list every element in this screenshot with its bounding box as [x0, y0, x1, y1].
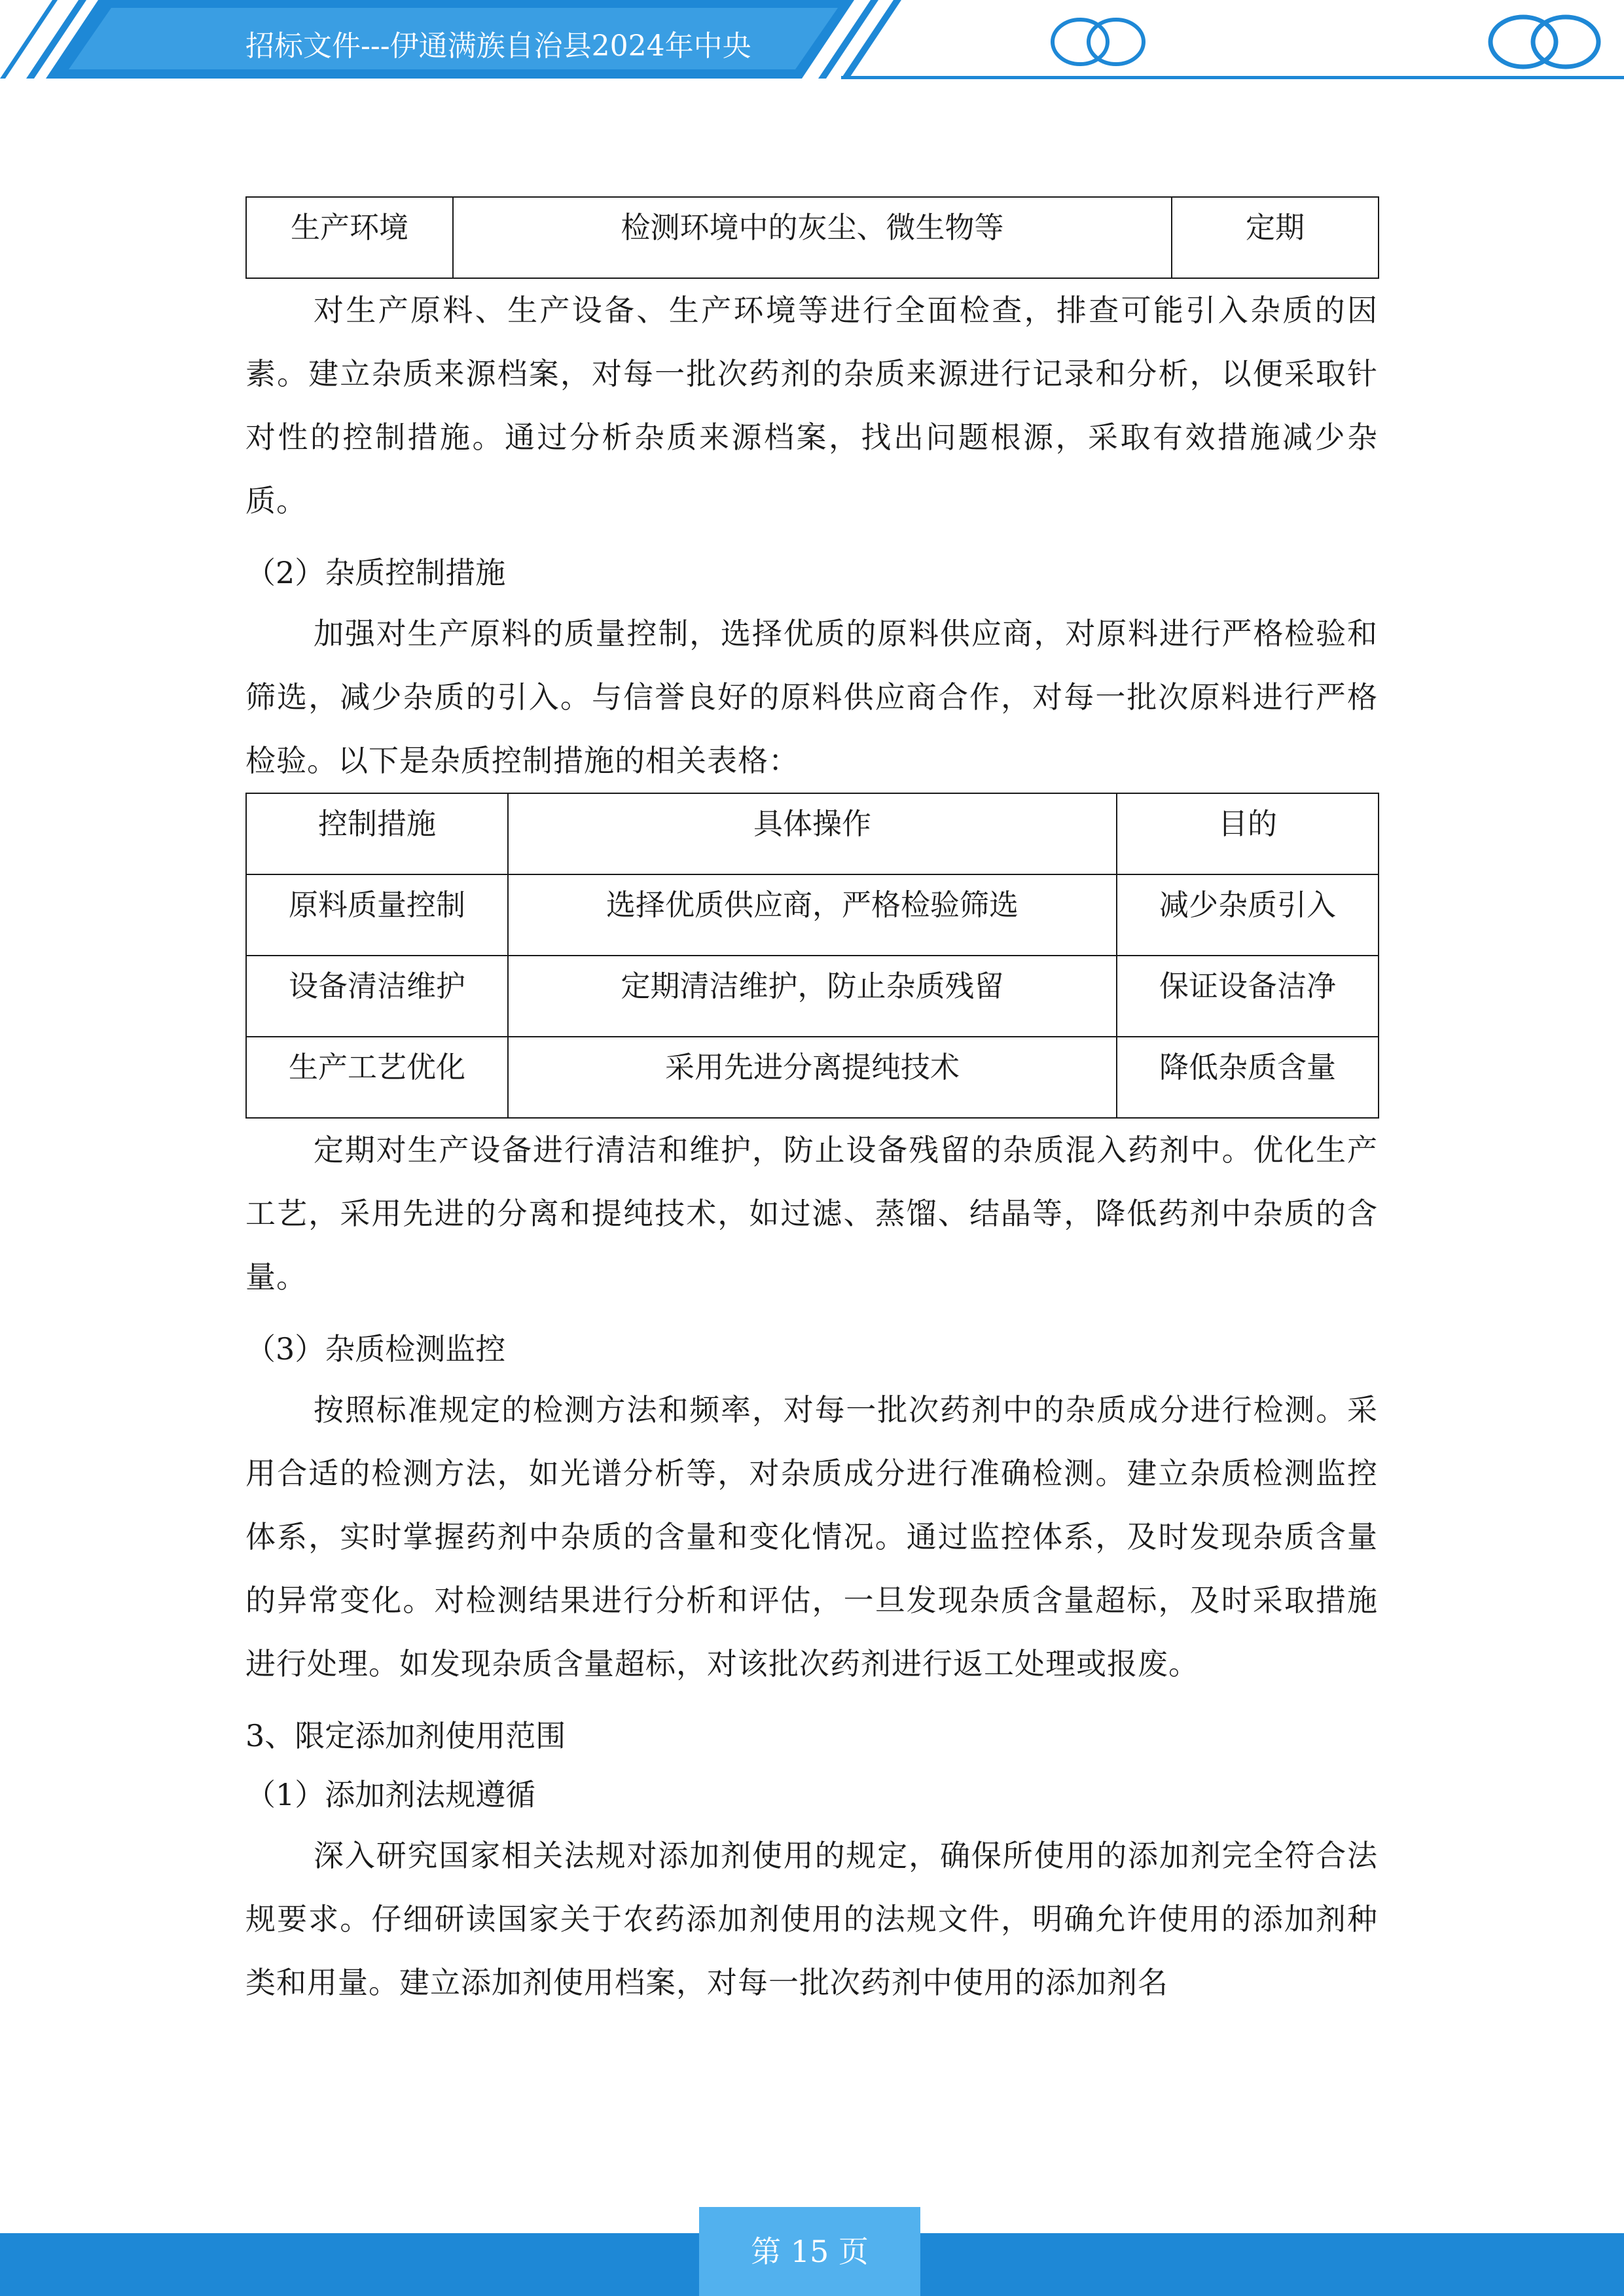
section-heading: （3）杂质检测监控	[245, 1331, 506, 1367]
section-heading: 3、限定添加剂使用范围	[245, 1718, 566, 1753]
table-cell: 生产环境	[246, 197, 453, 278]
document-title: 招标文件---伊通满族自治县2024年中央	[245, 29, 751, 63]
table-row	[246, 956, 1379, 1037]
table-cell: 检测环境中的灰尘、微生物等	[453, 197, 1172, 278]
table-header-cell: 具体操作	[508, 793, 1117, 874]
table-cell: 减少杂质引入	[1117, 874, 1379, 956]
header-stripe	[0, 0, 58, 79]
table-header-cell: 目的	[1117, 793, 1379, 874]
table-row	[246, 1037, 1379, 1118]
paragraph: 深入研究国家相关法规对添加剂使用的规定，确保所使用的添加剂完全符合法规要求。仔细研读国家关于农药添加剂使用的法规文件，明确允许使用的添加剂种类和用量。建立添加剂使用档案，对每一批次药剂中使用的添加剂名	[245, 1838, 1378, 2000]
table-cell: 原料质量控制	[246, 874, 508, 956]
header-rule	[841, 76, 1624, 79]
header-ring-logo-right	[1490, 17, 1598, 67]
table-header-cell: 控制措施	[246, 793, 508, 874]
paragraph: 加强对生产原料的质量控制，选择优质的原料供应商，对原料进行严格检验和筛选，减少杂质的引入。与信誉良好的原料供应商合作，对每一批次原料进行严格检验。以下是杂质控制措施的相关表格：	[245, 616, 1378, 778]
table-cell: 降低杂质含量	[1117, 1037, 1379, 1118]
table-header-row	[246, 793, 1379, 874]
section-heading: （2）杂质控制措施	[245, 555, 506, 590]
table-cell: 设备清洁维护	[246, 956, 508, 1037]
table-cell: 保证设备洁净	[1117, 956, 1379, 1037]
table-row	[246, 197, 1379, 278]
subsection-heading: （1）添加剂法规遵循	[245, 1777, 536, 1812]
header-ring-logo-middle	[1053, 20, 1144, 64]
table-row	[246, 874, 1379, 956]
table-cell: 定期清洁维护，防止杂质残留	[508, 956, 1117, 1037]
page-header	[0, 0, 1624, 85]
table-cell: 选择优质供应商，严格检验筛选	[508, 874, 1117, 956]
document-body	[245, 196, 1378, 2015]
table-cell: 采用先进分离提纯技术	[508, 1037, 1117, 1118]
table-cell: 生产工艺优化	[246, 1037, 508, 1118]
environment-table	[245, 196, 1379, 279]
paragraph: 定期对生产设备进行清洁和维护，防止设备残留的杂质混入药剂中。优化生产工艺，采用先进的分离和提纯技术，如过滤、蒸馏、结晶等，降低药剂中杂质的含量。	[245, 1132, 1378, 1295]
paragraph: 对生产原料、生产设备、生产环境等进行全面检查，排查可能引入杂质的因素。建立杂质来源档案，对每一批次药剂的杂质来源进行记录和分析，以便采取针对性的控制措施。通过分析杂质来源档案，找出问题根源，采取有效措施减少杂质。	[245, 293, 1378, 518]
table-cell: 定期	[1172, 197, 1379, 278]
paragraph: 按照标准规定的检测方法和频率，对每一批次药剂中的杂质成分进行检测。采用合适的检测方法，如光谱分析等，对杂质成分进行准确检测。建立杂质检测监控体系，实时掌握药剂中杂质的含量和变化情况。通过监控体系，及时发现杂质含量的异常变化。对检测结果进行分析和评估，一旦发现杂质含量超标，及时采取措施进行处理。如发现杂质含量超标，对该批次药剂进行返工处理或报废。	[245, 1392, 1378, 1681]
impurity-control-table	[245, 793, 1379, 1119]
page-number: 第 15 页	[699, 2207, 920, 2296]
